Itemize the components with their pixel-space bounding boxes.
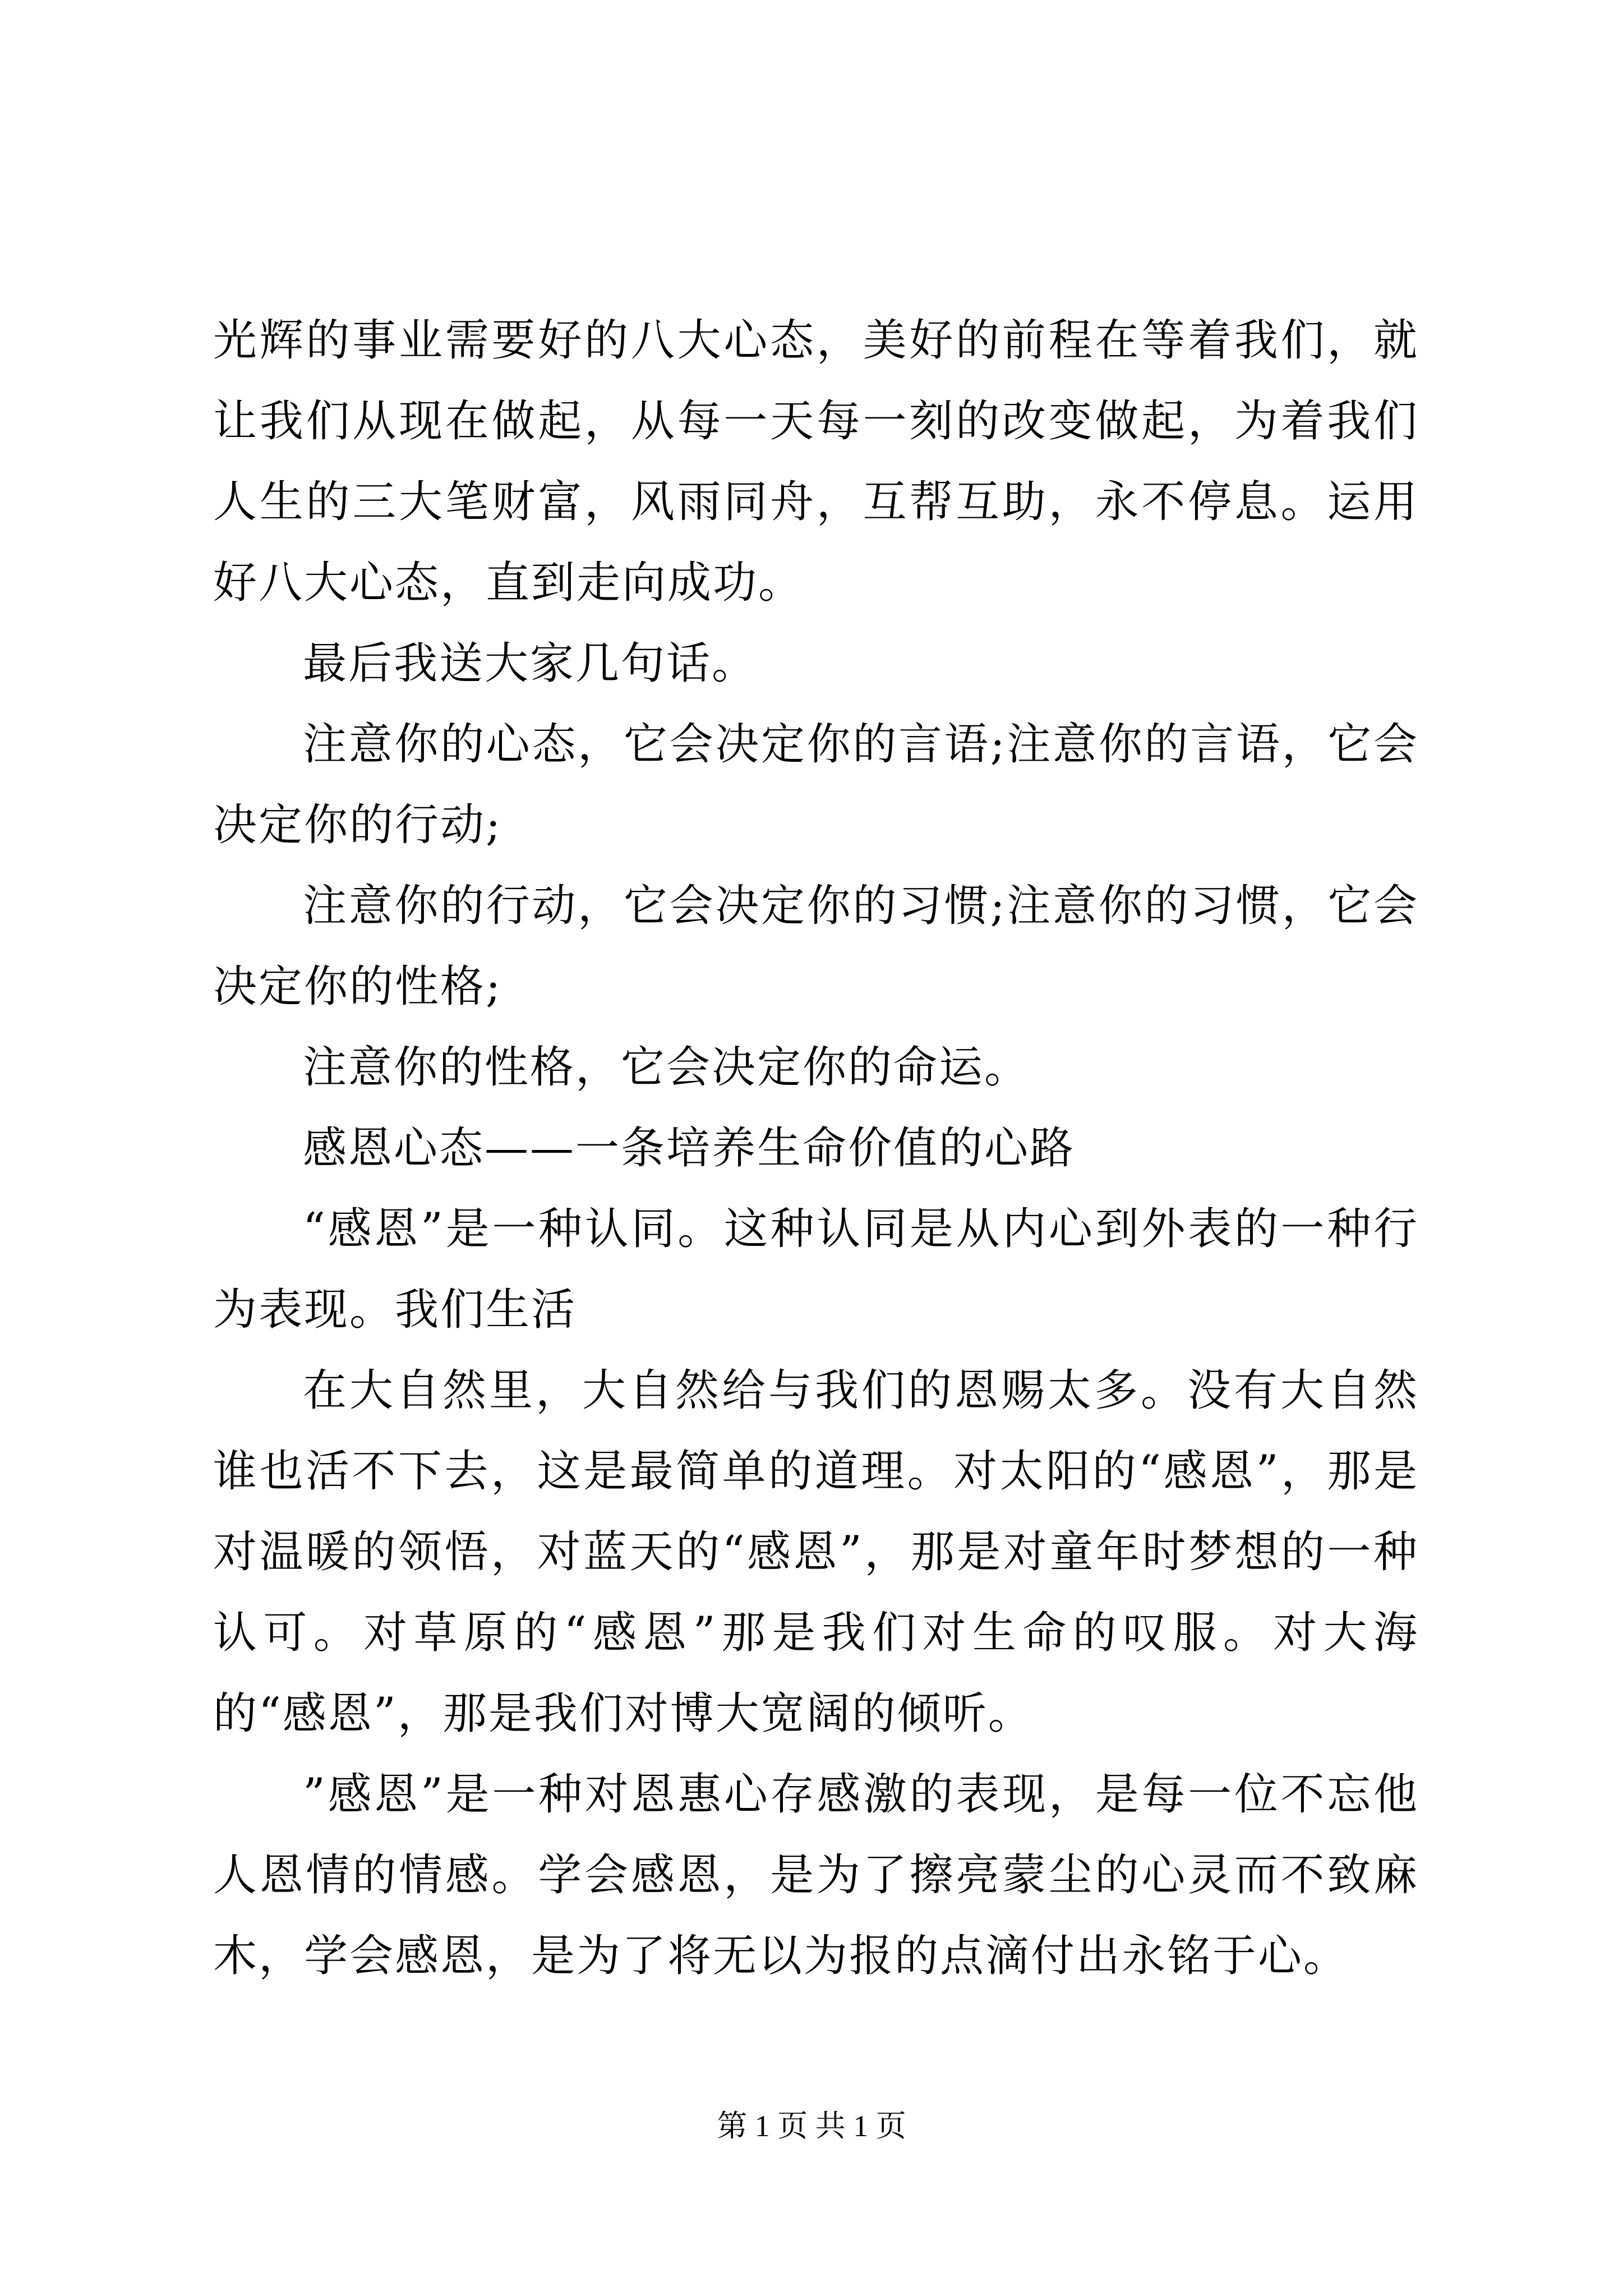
paragraph-actions-habits: 注意你的行动，它会决定你的习惯;注意你的习惯，它会决定你的性格;: [213, 881, 1419, 1012]
section-heading-gratitude: 感恩心态——一条培养生命价值的心路: [303, 1123, 1076, 1174]
page-footer: 第 1 页 共 1 页: [717, 2109, 906, 2143]
paragraph-conclusion: 光辉的事业需要好的八大心态，美好的前程在等着我们，就让我们从现在做起，从每一天每一刻的改变做起，为着我们人生的三大笔财富，风雨同舟，互帮互助，永不停息。运用好八大心态，直到走向成功。: [213, 315, 1419, 608]
paragraph-mindset-words: 注意你的心态，它会决定你的言语;注意你的言语，它会决定你的行动;: [213, 719, 1419, 850]
paragraph-closing-remark: 最后我送大家几句话。: [303, 638, 758, 689]
document-body: [213, 300, 1419, 1996]
paragraph-gratitude-feeling: ”感恩”是一种对恩惠心存感激的表现，是每一位不忘他人恩情的情感。学会感恩，是为了擦亮蒙尘的心灵而不致麻木，学会感恩，是为了将无以为报的点滴付出永铭于心。: [213, 1769, 1419, 1981]
paragraph-gratitude-definition: “感恩”是一种认同。这种认同是从内心到外表的一种行为表现。我们生活: [213, 1204, 1419, 1335]
paragraph-nature: 在大自然里，大自然给与我们的恩赐太多。没有大自然谁也活不下去，这是最简单的道理。对太阳的“感恩”，那是对温暖的领悟，对蓝天的“感恩”，那是对童年时梦想的一种认可。对草原的“感恩”那是我们对生命的叹服。对大海的“感恩”，那是我们对博大宽阔的倾听。: [213, 1365, 1419, 1739]
paragraph-character-destiny: 注意你的性格，它会决定你的命运。: [303, 1042, 1030, 1093]
